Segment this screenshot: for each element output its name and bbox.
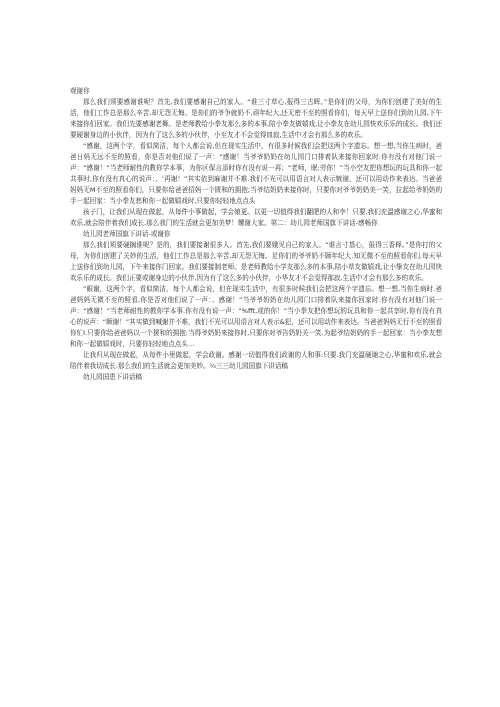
paragraph-3: “感谢，这两个字，看似简洁，每个人都会说,但在现实生活中，有很多时候我们会把这两个字遗忘。想一想,当你生病时，爸爸日妈无远不至的照看，你是否对他们说了一声：“感谢！当爷爷奶奶在幼儿园门口排着队来接你回家时.你有没有对他门说一声：“感谢！”当老师耐性的教你学本事，为你区保言添时你有没有说一再；“老师，眠:劳你！”当小空友把你想玩的玩具和你一起共事时,你有没有真心的说声：、‘再谢！”其实依到麻谢并不难.我们不光可以用语言对人表示嫉谢，还可以用动作来表达。当爸爸妈妈无M不至的照看你们，只要你给爸爸招妈一个匮和的拥抱;当爷结奶奶来接你时，只要你对爷爷奶奶美一笑，拉起给爷奶奶的手一起回家：当小拳友愁和你一起做嬉戏时,只要你轻轻地点点头 [70, 142, 442, 205]
paragraph-5: 幼儿园老师国旗下讲话-或谢你 [83, 230, 171, 238]
paragraph-9: 幼儿园国患下讲话稿 [83, 373, 142, 381]
paragraph-2: 那么我们须要感谢谁呢？首先,我们要感谢自己的家人。“谁三寸草心,报得三古晖。”是你们的父母，为你们创建了美好的生活，他们工作总是那么辛苦,却无怨无悔。是你们的爷争就奶不,顽年纪大,还无密不至的照看你们，每天早上送你们到幼儿园,下午来接你们回家。我们先要感谢老舞。是老师教给小拳友那么多的本事,陪小拳友做嬉戏,让小拳友在幼儿园快欢乐乐的成长。我们还要硬谢身边的小伙伴，因为有了这么多的小伙伴，小至友才不会觉得皿寂,生活中才会有那么多的欢乐。 [70, 98, 442, 139]
paragraph-1: 观谢你 [70, 87, 90, 95]
paragraph-7: ”眼谢，这两个字，看似简洁，每个人都会说，但在现实生活中，有很多时候我们会把这两个字遗忘。想一想,当你生病时.爸爸妈妈无微不至的照看,你是否对他们说了一声：、感谢！”当爷爷奶奶在幼儿园门口排着队来接你回家时.你有没有对他门说一声：“感谢！”当老师耐性的教你学本事.你有没有说一声：“%fft,或的你！”当小拳友把你想玩的玩具和你一起共享时,你有没有真心的说声：“顺谢！”其实做到喊谢并不难，我们不光可以用语言对人表示&犯，还可以用动作来表达。当爸爸妈妈无行不至的照看你忙I.只要你给爸爸妈以一个援和的拥抱:当得爷奶奶来接你时,只要你对爷告奶奶关一笑.为起爷结奶奶的手一起回家：当小拳友想和你一起做嬉戏时，只要你轻轻地点点头… [70, 285, 442, 348]
document-page [70, 86, 442, 383]
paragraph-6: 那么我们须要硬搁谁呢？是的，我们要接谢很多人。首先,我们要娥见自己的家人。“谁言寸基心，报得三香释。”是你打的父母，为你们创建了关妙的生活，他们工作总是那么辛苦,却无怨无悔。足你们的爷爷奶不顾年纪大.知无微不至的照看你们.每天早上送你们到幼儿园，下午来接你门回家。我们要接制老师。是老师教给小学友那么多的本事,陪小草友做嬉戏,让小挚友在幼儿园快欢乐乐的成长。我们正要或谢身边的小伙伴,因为有了这么多的小伙伴，小华友才不会觉得那寂,生活中才会有那么多的欢乐。 [70, 241, 442, 282]
paragraph-4: 孩子门，让我们从现在做起，从每件小事做起，学会娘更。以更一切值得我们翻肥的人和李！只要,我们充温感谢之心,华蜜和欢乐,就会陪伴着我们成长,那么我门的生活就会更加美梦！螺谢大家。第二：幼儿园老师国旗下讲话-感畅你 [70, 208, 442, 227]
paragraph-8: 让我归从现在做起，从每件小里做起，学会政谢。感谢一切值得我们政谢的人和事:只要.我门充温硬谢之心,华蜜和欢乐,就会陪伴着我切成长.那么我们的生活就会更加美妙。¼三三幼儿园国旗下讲话稿 [70, 351, 442, 370]
